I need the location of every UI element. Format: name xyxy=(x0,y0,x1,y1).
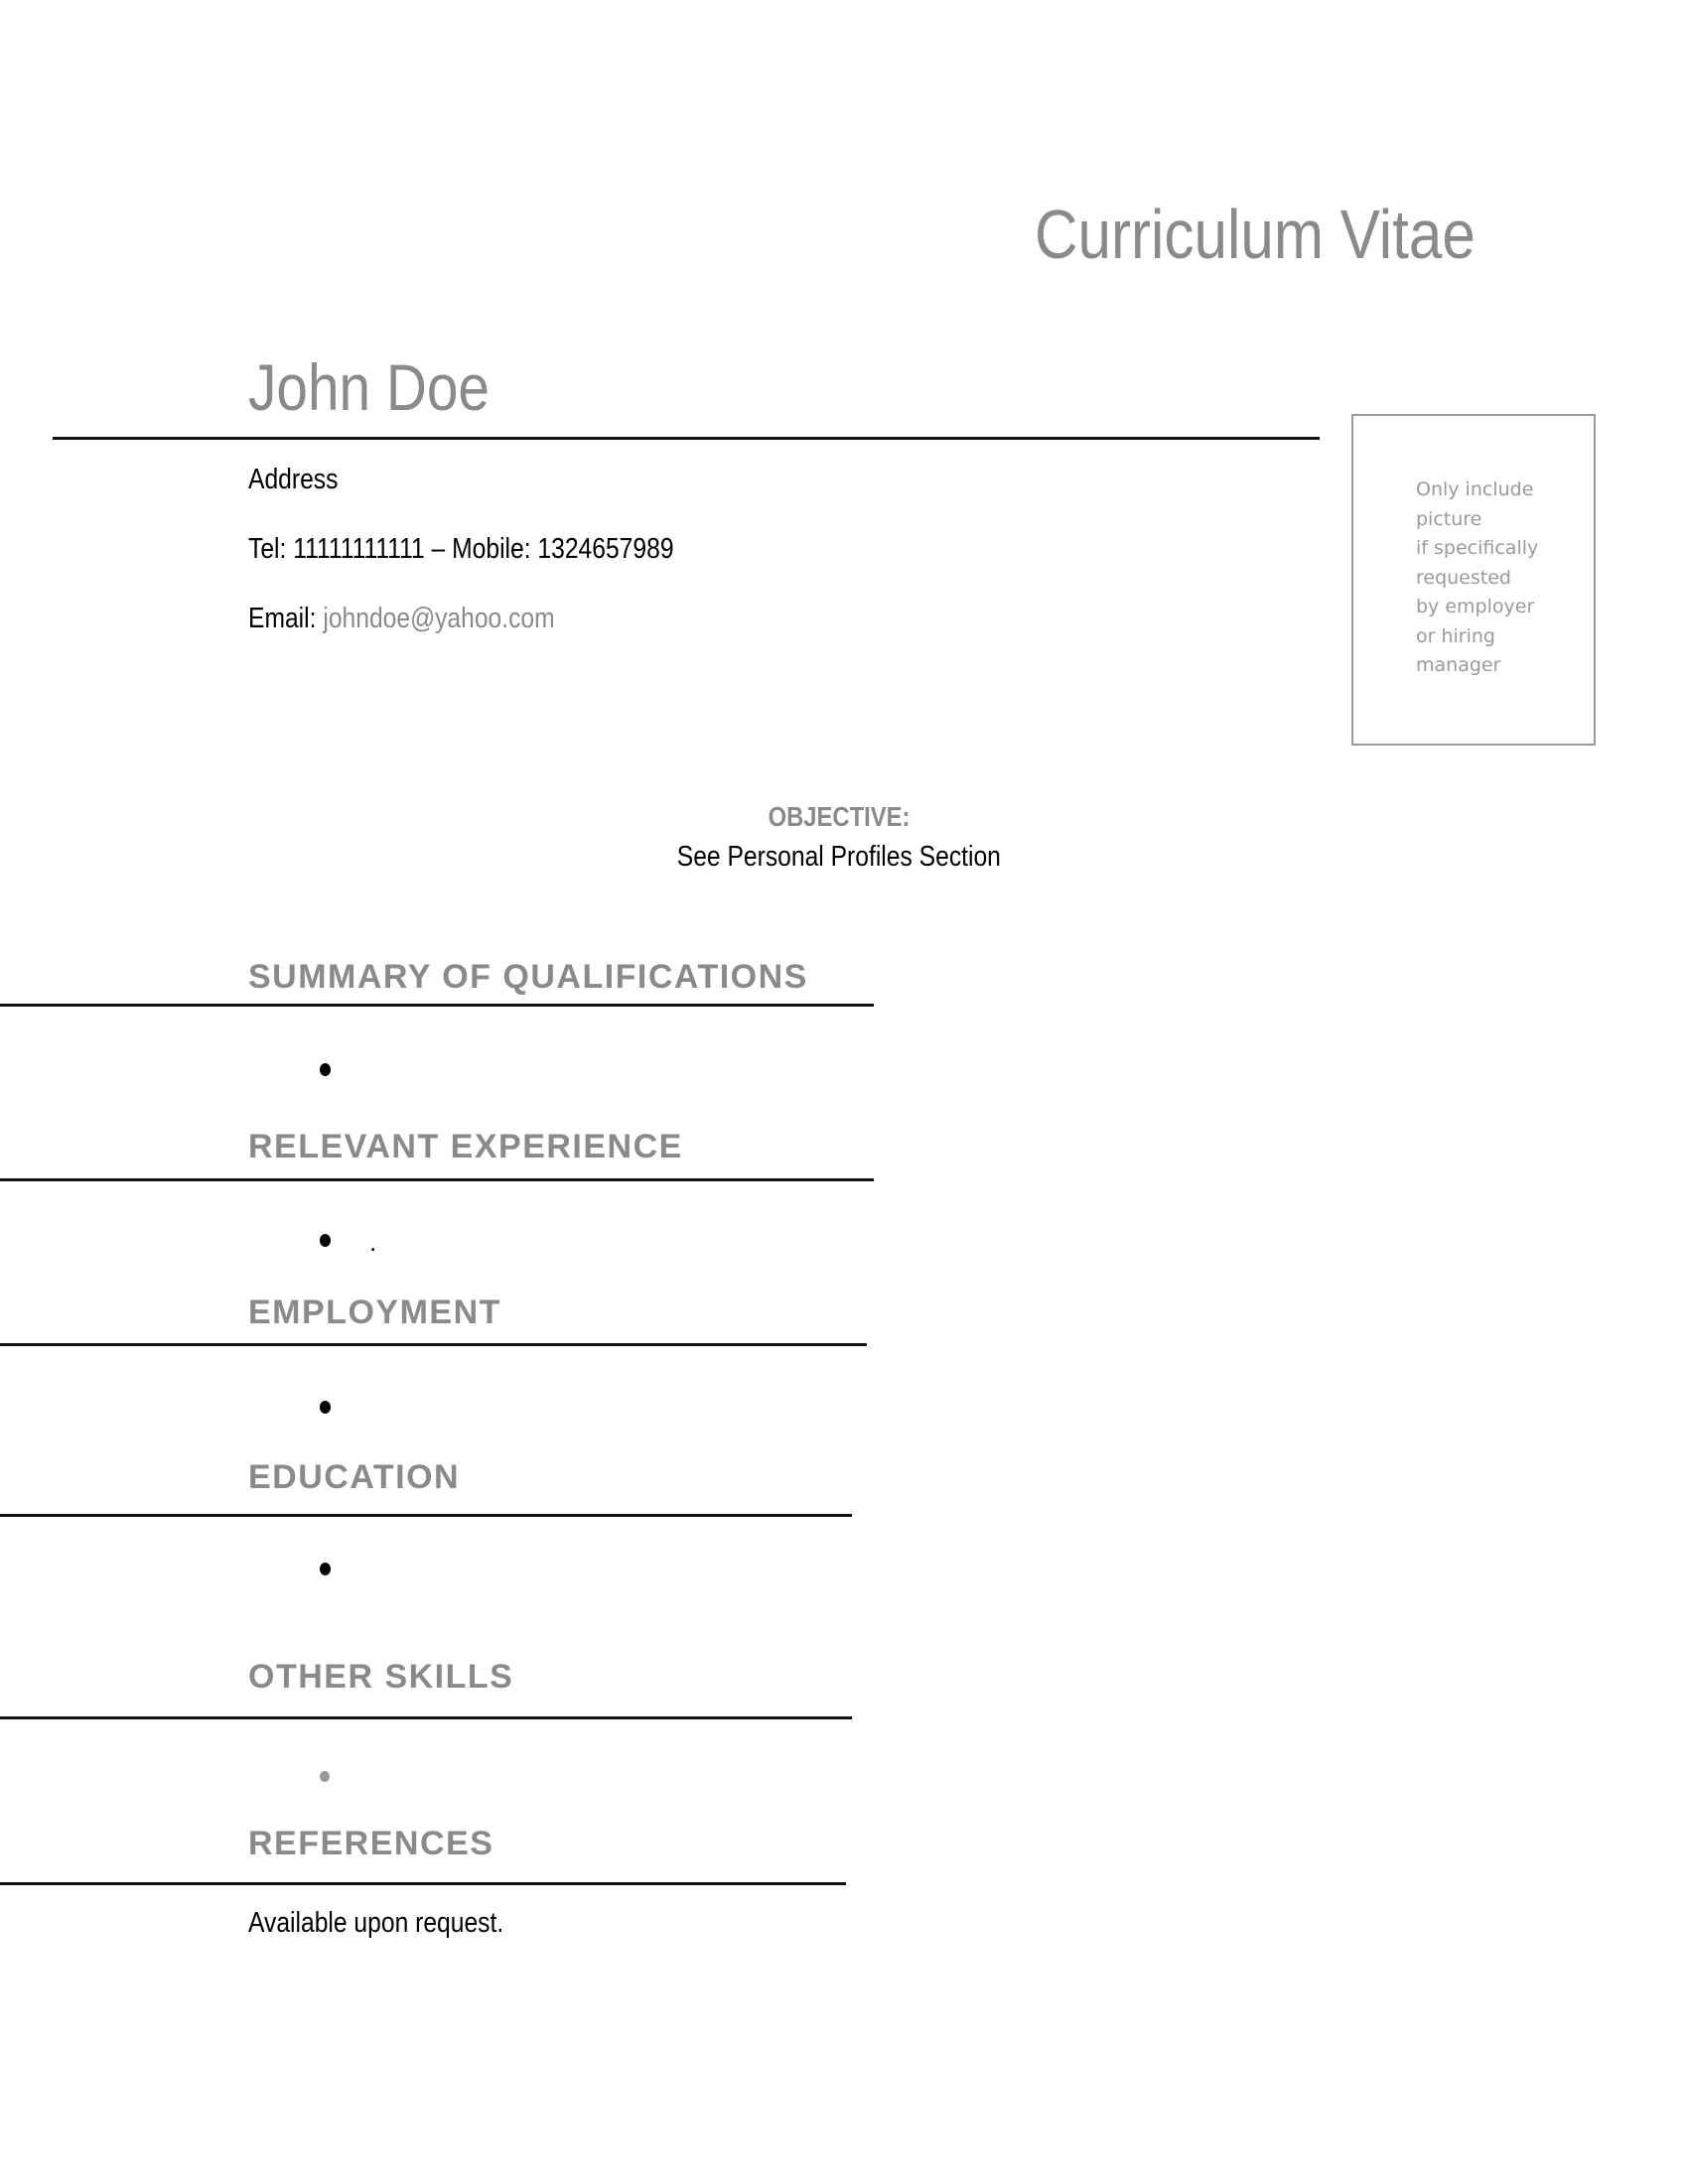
section-divider xyxy=(0,1178,874,1181)
contact-email xyxy=(248,602,555,635)
section-divider xyxy=(0,1882,846,1885)
photo-note-line: by employer xyxy=(1416,596,1535,617)
section-heading-education: EDUCATION xyxy=(248,1458,461,1496)
experience-bullet-text: . xyxy=(369,1227,377,1257)
bullet-icon xyxy=(320,1063,331,1076)
bullet-icon xyxy=(320,1401,331,1414)
section-heading-other-skills: OTHER SKILLS xyxy=(248,1658,514,1696)
objective-text xyxy=(0,840,1678,874)
references-text: Available upon request. xyxy=(248,1907,504,1939)
photo-placeholder xyxy=(1351,414,1596,746)
section-divider xyxy=(0,1343,867,1346)
photo-note-line: picture xyxy=(1416,507,1482,530)
bullet-icon xyxy=(320,1234,331,1247)
email-link[interactable]: johndoe@yahoo.com xyxy=(323,603,555,634)
objective-label-text: OBJECTIVE: xyxy=(768,801,911,832)
candidate-name: John Doe xyxy=(248,350,490,424)
section-divider xyxy=(0,1716,852,1719)
bullet-icon xyxy=(320,1563,331,1575)
section-heading-summary: SUMMARY OF QUALIFICATIONS xyxy=(248,958,808,996)
section-heading-experience: RELEVANT EXPERIENCE xyxy=(248,1128,683,1165)
section-heading-references: REFERENCES xyxy=(248,1825,494,1862)
email-label: Email: xyxy=(248,603,324,634)
section-divider xyxy=(0,1004,874,1007)
name-divider xyxy=(53,437,1320,440)
objective-label xyxy=(0,800,1678,834)
objective-text-value: See Personal Profiles Section xyxy=(676,841,1002,873)
photo-note-line: or hiring xyxy=(1416,624,1495,647)
photo-placeholder-text xyxy=(1416,476,1538,681)
section-divider xyxy=(0,1514,852,1517)
section-heading-employment: EMPLOYMENT xyxy=(248,1294,501,1331)
document-title: Curriculum Vitae xyxy=(1035,196,1476,273)
contact-address: Address xyxy=(248,464,339,495)
photo-note-line: requested xyxy=(1416,566,1511,589)
photo-note-line: manager xyxy=(1416,654,1501,676)
bullet-icon xyxy=(320,1771,330,1782)
photo-note-line: Only include xyxy=(1416,478,1534,500)
photo-note-line: if specifically xyxy=(1416,537,1539,559)
contact-phone: Tel: 11111111111 – Mobile: 1324657989 xyxy=(248,533,674,565)
